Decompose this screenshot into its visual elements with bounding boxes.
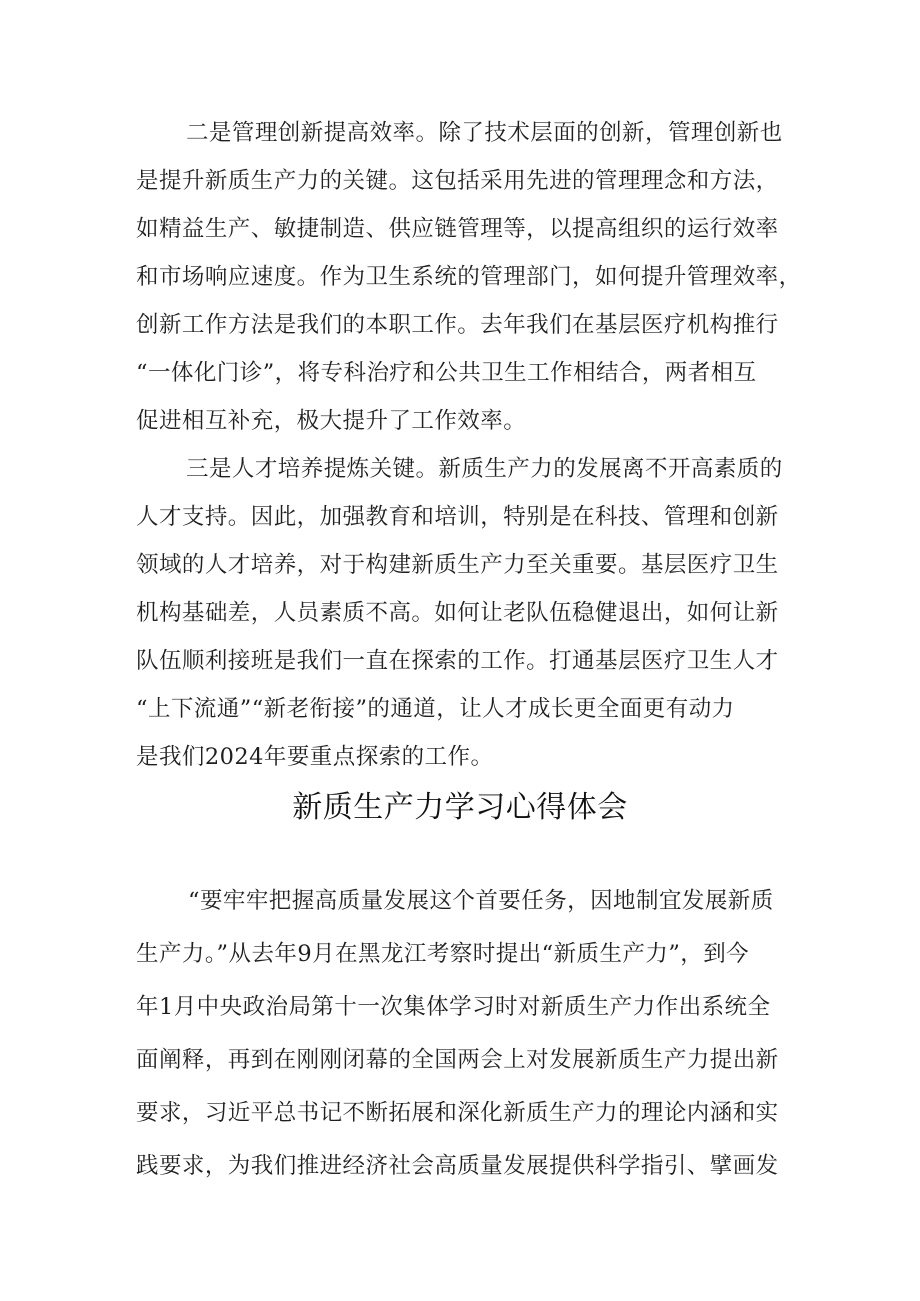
paragraph-line: “上下流通”“新老衔接”的通道，让人才成长更全面更有动力 — [136, 696, 735, 722]
section-title: 新质生产力学习心得体会 — [292, 790, 628, 825]
paragraph-line: 创新工作方法是我们的本职工作。去年我们在基层医疗机构推行 — [136, 312, 779, 338]
paragraph-line: 如精益生产、敏捷制造、供应链管理等，以提高组织的运行效率 — [136, 216, 779, 242]
paragraph-line: “要牢牢把握高质量发展这个首要任务，因地制宜发展新质 — [188, 888, 774, 914]
paragraph-line: 和市场响应速度。作为卫生系统的管理部门，如何提升管理效率， — [136, 264, 802, 290]
paragraph-line: 践要求，为我们推进经济社会高质量发展提供科学指引、擘画发 — [136, 1153, 779, 1179]
paragraph-line: 生产力。”从去年9月在黑龙江考察时提出“新质生产力”，到今 — [136, 941, 750, 967]
paragraph-line: 年1月中央政治局第十一次集体学习时对新质生产力作出系统全 — [136, 994, 771, 1020]
paragraph-line: 面阐释，再到在刚刚闭幕的全国两会上对发展新质生产力提出新 — [136, 1047, 779, 1073]
paragraph-line: 机构基础差，人员素质不高。如何让老队伍稳健退出，如何让新 — [136, 600, 779, 626]
paragraph-line: 二是管理创新提高效率。除了技术层面的创新，管理创新也 — [186, 120, 783, 146]
paragraph-line: “一体化门诊”，将专科治疗和公共卫生工作相结合，两者相互 — [136, 360, 757, 386]
paragraph-line: 促进相互补充，极大提升了工作效率。 — [136, 408, 527, 434]
paragraph-line: 人才支持。因此，加强教育和培训，特别是在科技、管理和创新 — [136, 504, 779, 530]
paragraph-line: 领域的人才培养，对于构建新质生产力至关重要。基层医疗卫生 — [136, 552, 779, 578]
paragraph-line: 是提升新质生产力的关键。这包括采用先进的管理理念和方法， — [136, 168, 779, 194]
paragraph-line: 是我们2024年要重点探索的工作。 — [136, 744, 494, 770]
paragraph-line: 要求，习近平总书记不断拓展和深化新质生产力的理论内涵和实 — [136, 1100, 779, 1126]
paragraph-line: 三是人才培养提炼关键。新质生产力的发展离不开高素质的 — [186, 456, 783, 482]
paragraph-line: 队伍顺利接班是我们一直在探索的工作。打通基层医疗卫生人才 — [136, 648, 779, 674]
